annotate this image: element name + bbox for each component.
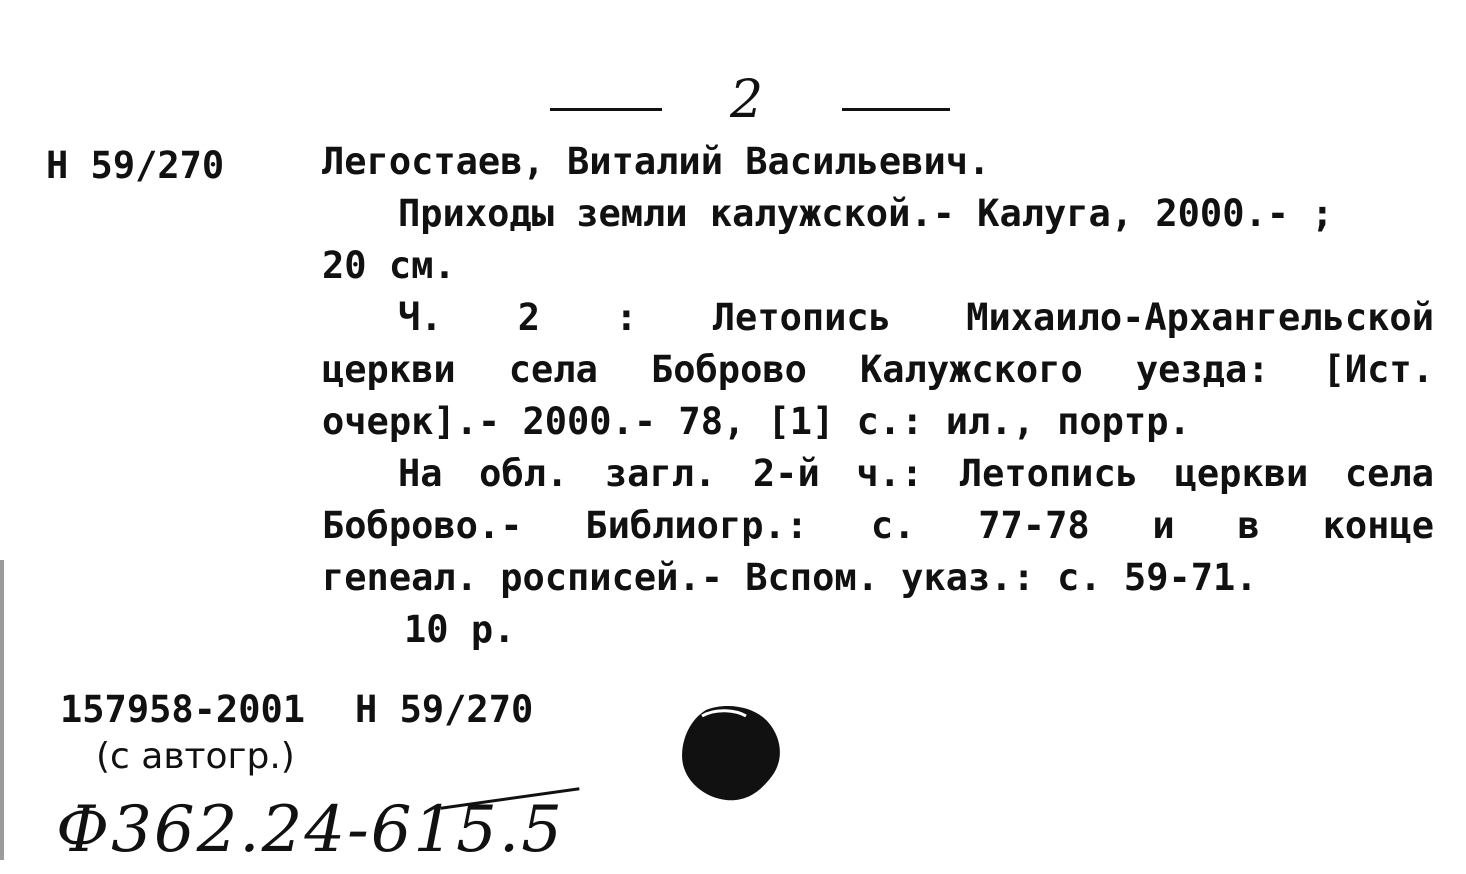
bibliographic-entry xyxy=(322,136,1434,656)
publication-line: очерк].- 2000.- 78, [1] с.: ил., портр. xyxy=(322,400,1191,443)
note-line: На обл. загл. 2-й ч.: Летопись церкви села xyxy=(398,452,1434,495)
card-edge xyxy=(0,560,4,860)
part-title-line: Ч. 2 : Летопись Михаило-Архангельской xyxy=(398,296,1434,339)
page-number-dash-right xyxy=(842,108,950,111)
page-number-value: 2 xyxy=(730,70,764,130)
note-end-line: геneал. росписей.- Вспом. указ.: с. 59-71. xyxy=(322,556,1258,599)
part-title-continued-line: церкви села Боброво Калужского уезда: [Ист. xyxy=(322,348,1434,391)
title-line: Приходы земли калужской.- Калуга, 2000.- ; xyxy=(398,192,1334,235)
author-heading: Легостаев, Виталий Васильевич. xyxy=(322,140,991,183)
accession-line xyxy=(60,684,533,736)
price-line: 10 р. xyxy=(404,608,516,651)
ink-blot xyxy=(676,700,786,804)
handwritten-note: (с автогр.) xyxy=(96,736,295,777)
note-continued-line: Боброво.- Библиогр.: с. 77-78 и в конце xyxy=(322,504,1434,547)
page-number xyxy=(550,70,950,130)
accession-shelfmark: Н 59/270 xyxy=(355,688,534,731)
page-number-dash-left xyxy=(550,108,662,111)
accession-number: 157958-2001 xyxy=(60,688,306,731)
shelfmark: Н 59/270 xyxy=(46,144,225,187)
size-line: 20 см. xyxy=(322,244,456,287)
handwritten-classification: Ф362.24-615.5 xyxy=(56,793,564,867)
